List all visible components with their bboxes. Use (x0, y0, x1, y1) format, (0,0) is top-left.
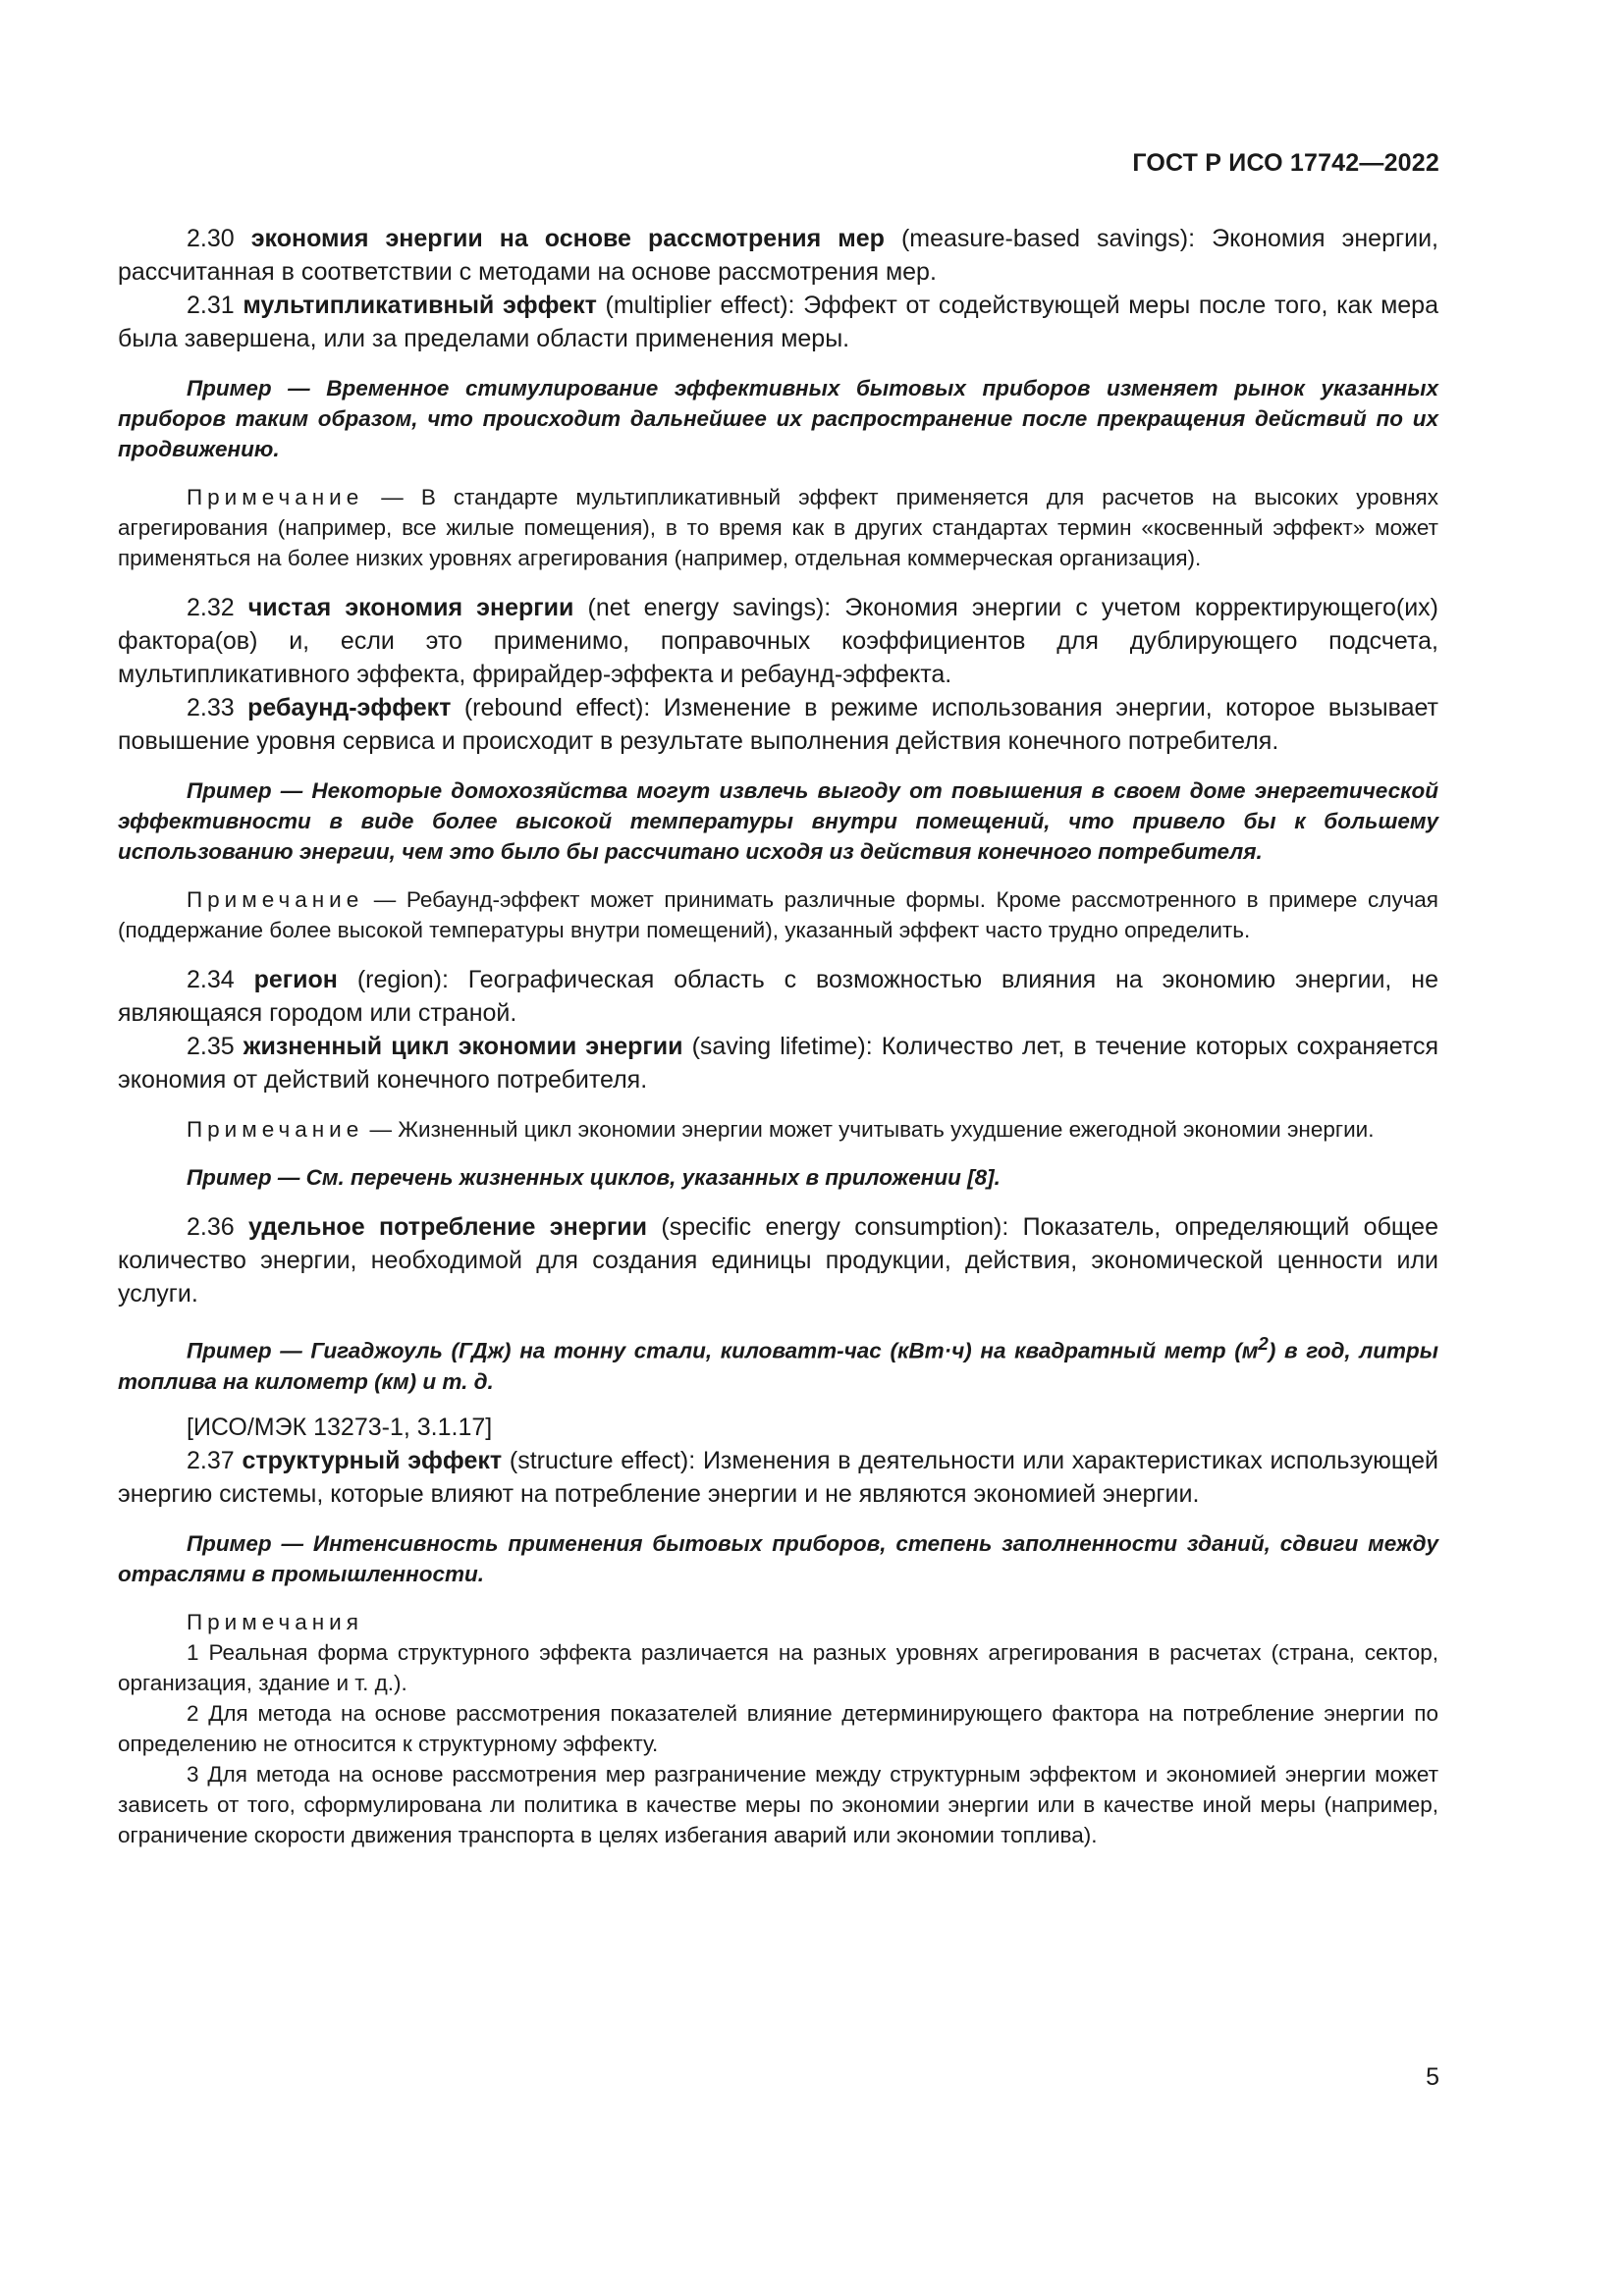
example-2-35: Пример — См. перечень жизненных циклов, указанных в приложении [8]. (187, 1165, 1001, 1190)
term-title: чистая экономия энергии (247, 594, 574, 621)
example-2-31: Пример — Временное стимулирование эффективных бытовых приборов изменяет рынок указанных приборов таким образом, что происходит дальнейшее их распространение после прекращения действий по их продвижению. (118, 376, 1438, 461)
term-definition: (rebound effect): Изменение в режиме использования энергии, которое вызывает повышение уровня сервиса и происходит в результате выполнения действия конечного потребителя. (118, 694, 1439, 755)
note-item: 1 Реальная форма структурного эффекта различается на разных уровнях агрегирования в расчетах (страна, сектор, организация, здание и т. д.). (118, 1639, 1438, 1695)
term-definition: (net energy savings): Экономия энергии с учетом корректирующего(их) фактора(ов) и, если это применимо, поправочных коэффициентов для дублирующего подсчета, мультипликативного эффекта, фрирайдер-эффекта и ребаунд-эффекта. (118, 594, 1438, 688)
term-definition: (specific energy consumption): Показатель, определяющий общее количество энергии, необходимой для создания единицы продукции, действия, экономической ценности или услуги. (118, 1213, 1438, 1308)
term-title: удельное потребление энергии (248, 1213, 648, 1241)
note-item: 2 Для метода на основе рассмотрения показателей влияние детерминирующего фактора на потребление энергии по определению не относится к структурному эффекту. (118, 1700, 1438, 1756)
reference-2-36: [ИСО/МЭК 13273-1, 3.1.17] (187, 1413, 493, 1441)
term-2-33: 2.33 ребаунд-эффект (rebound effect): Изменение в режиме использования энергии, которое вызывает повышение уровня сервиса и происходит в результате выполнения действия конечного потребителя. (118, 694, 1439, 755)
term-definition: (multiplier effect): Эффект от содействующей меры после того, как мера была завершена, или за пределами области применения меры. (118, 292, 1438, 352)
term-title: мультипликативный эффект (243, 292, 597, 319)
term-2-30: 2.30 экономия энергии на основе рассмотрения мер (measure-based savings): Экономия энергии, рассчитанная в соответствии с методами на основе рассмотрения мер. (118, 225, 1438, 286)
note-label: Примечания (187, 1609, 363, 1634)
term-title: жизненный цикл экономии энергии (243, 1033, 683, 1060)
note-2-31: Примечание — В стандарте мультипликативный эффект применяется для расчетов на высоких уровнях агрегирования (например, все жилые помещения), в то время как в других стандартах термин «косвенный эффект» может применяться на более низких уровнях агрегирования (например, отдельная коммерческая организация). (118, 485, 1438, 570)
example-2-36: Пример — Гигаджоуль (ГДж) на тонну стали, киловатт-час (кВт·ч) на квадратный метр $(м^2)$ в год, литры топлива на километр (км) и т. д. (118, 1333, 1438, 1394)
note-label: Примечание (187, 1117, 364, 1142)
term-definition: (region): Географическая область с возможностью влияния на экономию энергии, не являющаяся городом или страной. (118, 966, 1438, 1027)
term-title: ребаунд-эффект (247, 694, 452, 721)
term-title: регион (253, 966, 338, 993)
term-2-37: 2.37 структурный эффект (structure effect): Изменения в деятельности или характеристиках использующей энергию системы, которые влияют на потребление энергии и не являются экономией энергии. (118, 1446, 1439, 1508)
page-number: 5 (1426, 2063, 1439, 2091)
document-id-header: ГОСТ Р ИСО 17742—2022 (1132, 149, 1439, 177)
term-2-34: 2.34 регион (region): Географическая область с возможностью влияния на экономию энергии, не являющаяся городом или страной. (118, 966, 1438, 1027)
example-2-37: Пример — Интенсивность применения бытовых приборов, степень заполненности зданий, сдвиги между отраслями в промышленности. (118, 1530, 1438, 1586)
term-definition: (saving lifetime): Количество лет, в течение которых сохраняется экономия от действий конечного потребителя. (118, 1033, 1439, 1094)
note-item: 3 Для метода на основе рассмотрения мер разграничение между структурным эффектом и экономией энергии может зависеть от того, сформулирована ли политика в качестве меры по экономии энергии или в качестве иной меры (например, ограничение скорости движения транспорта в целях избегания аварий или экономии топлива). (118, 1761, 1438, 1847)
term-title: экономия энергии на основе рассмотрения мер (250, 225, 885, 252)
note-2-35: Примечание — Жизненный цикл экономии энергии может учитывать ухудшение ежегодной экономии энергии. (187, 1117, 1375, 1142)
term-2-31: 2.31 мультипликативный эффект (multiplier effect): Эффект от содействующей меры после того, как мера была завершена, или за пределами области применения меры. (118, 292, 1438, 352)
term-definition: (structure effect): Изменения в деятельности или характеристиках использующей энергию системы, которые влияют на потребление энергии и не являются экономией энергии. (118, 1446, 1439, 1508)
page-content (118, 222, 1438, 1850)
note-label: Примечание (187, 485, 364, 509)
term-title: структурный эффект (242, 1446, 503, 1474)
term-2-32: 2.32 чистая экономия энергии (net energy savings): Экономия энергии с учетом корректирующего(их) фактора(ов) и, если это применимо, поправочных коэффициентов для дублирующего подсчета, мультипликативного эффекта, фрирайдер-эффекта и ребаунд-эффекта. (118, 594, 1438, 688)
notes-2-37-label (118, 1607, 1438, 1637)
note-label: Примечание (187, 887, 364, 912)
term-2-35: 2.35 жизненный цикл экономии энергии (saving lifetime): Количество лет, в течение которых сохраняется экономия от действий конечного потребителя. (118, 1033, 1439, 1094)
term-2-36: 2.36 удельное потребление энергии (specific energy consumption): Показатель, определяющий общее количество энергии, необходимой для создания единицы продукции, действия, экономической ценности или услуги. (118, 1213, 1438, 1308)
note-2-33: Примечание — Ребаунд-эффект может принимать различные формы. Кроме рассмотренного в примере случая (поддержание более высокой температуры внутри помещений), указанный эффект часто трудно определить. (118, 887, 1438, 942)
term-definition: (measure-based savings): Экономия энергии, рассчитанная в соответствии с методами на основе рассмотрения мер. (118, 225, 1438, 286)
example-2-33: Пример — Некоторые домохозяйства могут извлечь выгоду от повышения в своем доме энергетической эффективности в виде более высокой температуры внутри помещений, что привело бы к большему использованию энергии, чем это было бы рассчитано исходя из действия конечного потребителя. (118, 778, 1438, 864)
